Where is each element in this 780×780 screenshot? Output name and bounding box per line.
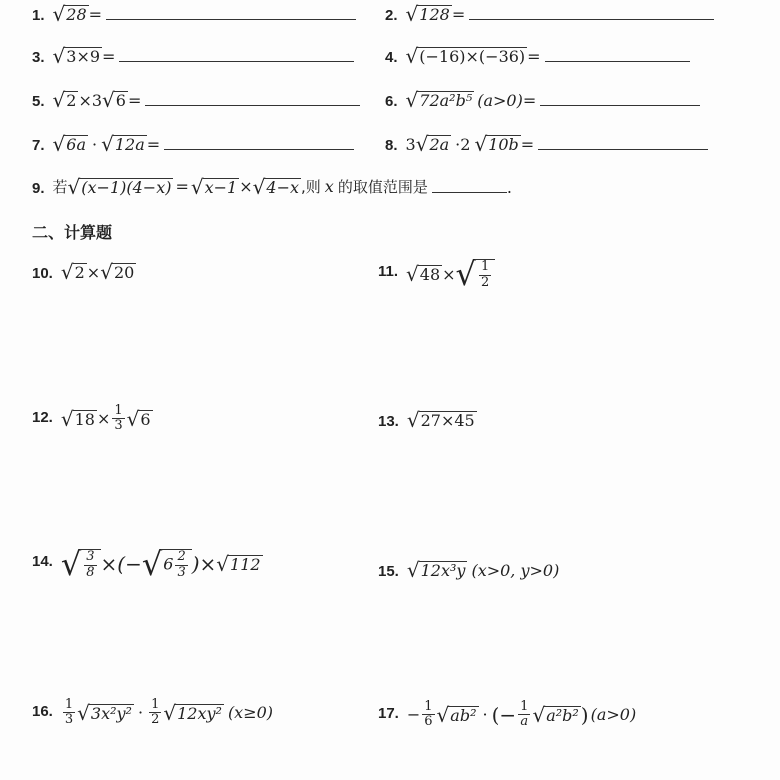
radical: √ 27×45: [406, 408, 475, 432]
radical: √ $\frac{3}{8}$: [61, 548, 101, 580]
question-number: 11.: [378, 263, 399, 280]
question-number: 3.: [32, 49, 45, 66]
radical: √ 72a²b⁵: [405, 88, 473, 112]
question-3: 3. √ 3×9 =: [32, 46, 354, 66]
answer-blank[interactable]: [119, 60, 354, 62]
question-number: 2.: [385, 7, 398, 24]
answer-blank[interactable]: [469, 18, 714, 20]
fraction: $\frac{1}{a}$: [520, 699, 529, 730]
question-15: 15. √ 12x³y (x>0, y>0): [378, 558, 560, 582]
fraction: $\frac{1}{3}$: [114, 403, 123, 434]
fraction: $\frac{2}{3}$: [177, 549, 186, 580]
fraction: $\frac{1}{2}$: [151, 697, 160, 728]
radical: √ 12a: [101, 132, 145, 156]
radical: √ 6: [102, 88, 126, 112]
question-4: 4. √ (−16)×(−36) =: [385, 46, 690, 66]
fraction: $\frac{1}{3}$: [64, 697, 74, 728]
question-2: 2. √ 128 =: [385, 4, 714, 24]
question-number: 13.: [378, 413, 399, 430]
radical: √ $\frac{1}{2}$: [456, 258, 496, 290]
question-number: 10.: [32, 265, 53, 282]
question-number: 16.: [32, 702, 53, 720]
answer-blank[interactable]: [145, 104, 360, 106]
question-13: [378, 410, 477, 430]
question-10: 10. √ 2 × √ 20: [32, 260, 135, 284]
radical: √ 12x³y: [406, 558, 466, 582]
radical: √ 2a: [415, 132, 450, 156]
radical: √ 4−x: [252, 174, 299, 199]
section-title: 二、计算题: [32, 225, 113, 242]
question-number: 5.: [32, 93, 45, 110]
answer-blank[interactable]: [545, 60, 690, 62]
radical: √ 112: [216, 552, 261, 576]
question-number: 7.: [32, 137, 45, 154]
question-1: 1. √ 28 =: [32, 4, 356, 24]
question-number: 6.: [385, 93, 398, 110]
fraction: $\frac{3}{8}$: [86, 549, 95, 580]
question-5: 5. √ 2 ×3 √ 6 =: [32, 90, 360, 110]
answer-blank[interactable]: [106, 18, 356, 20]
radical: √ 6 $\frac{2}{3}$: [142, 548, 192, 580]
question-number: 8.: [385, 137, 398, 154]
fraction: $\frac{1}{6}$: [424, 699, 433, 730]
answer-blank[interactable]: [432, 191, 507, 193]
radical: √ 3x²y²: [77, 700, 132, 725]
question-7: 7. √ 6a · √ 12a =: [32, 134, 354, 154]
radical: √ 3×9: [52, 44, 101, 68]
question-11: 11. √ 48 × √ $\frac{1}{2}$: [378, 258, 495, 290]
question-9: 9. 若 √ (x−1)(4−x) = √ x−1 × √ 4−x ,则 x 的取值范围是 .: [32, 174, 512, 199]
radical: √ a²b²: [532, 702, 579, 727]
question-number: 9.: [32, 180, 45, 197]
question-14: 14. √ $\frac{3}{8}$ ×(− √ 6 $\frac{2}{3}$ )× √ 112: [32, 545, 261, 583]
radical: √ (−16)×(−36): [405, 44, 526, 68]
radical: √ (x−1)(4−x): [67, 174, 172, 199]
radical: √ 12xy²: [163, 700, 222, 725]
question-16: 16. $\frac{1}{3}$ √ 3x²y² · $\frac{1}{2}$ √ 12xy² (x≥0): [32, 697, 274, 728]
radical: √ ab²: [436, 702, 477, 727]
radical: √ 2: [52, 88, 77, 112]
question-number: 17.: [378, 704, 399, 722]
radical: √ 2: [60, 260, 85, 284]
question-number: 15.: [378, 563, 399, 580]
question-number: 12.: [32, 408, 53, 426]
question-number: 1.: [32, 7, 45, 24]
radical: √ 10b: [474, 132, 519, 156]
question-6: 6. √ 72a²b⁵ (a>0) =: [385, 90, 700, 110]
radical: √ 6a: [52, 132, 86, 156]
radical: √ x−1: [190, 174, 238, 199]
radical: √ 28: [52, 2, 87, 26]
answer-blank[interactable]: [538, 148, 708, 150]
question-8: 8. 3 √ 2a ·2 √ 10b =: [385, 134, 708, 154]
answer-blank[interactable]: [164, 148, 354, 150]
radical: √ 6: [126, 406, 151, 431]
answer-blank[interactable]: [540, 104, 700, 106]
radical: √ 18: [60, 406, 95, 431]
radical: √ 128: [405, 2, 450, 26]
question-number: 4.: [385, 49, 398, 66]
question-12: 12. √ 18 × $\frac{1}{3}$ √ 6: [32, 403, 151, 434]
fraction: $\frac{1}{2}$: [480, 259, 490, 290]
question-number: 14.: [32, 553, 53, 570]
radical: √ 20: [100, 260, 135, 284]
question-17: 17. − $\frac{1}{6}$ √ ab² · (− $\frac{1}{a}$ √ a²b² ) (a>0): [378, 699, 637, 730]
radical: √ 48: [406, 262, 441, 286]
